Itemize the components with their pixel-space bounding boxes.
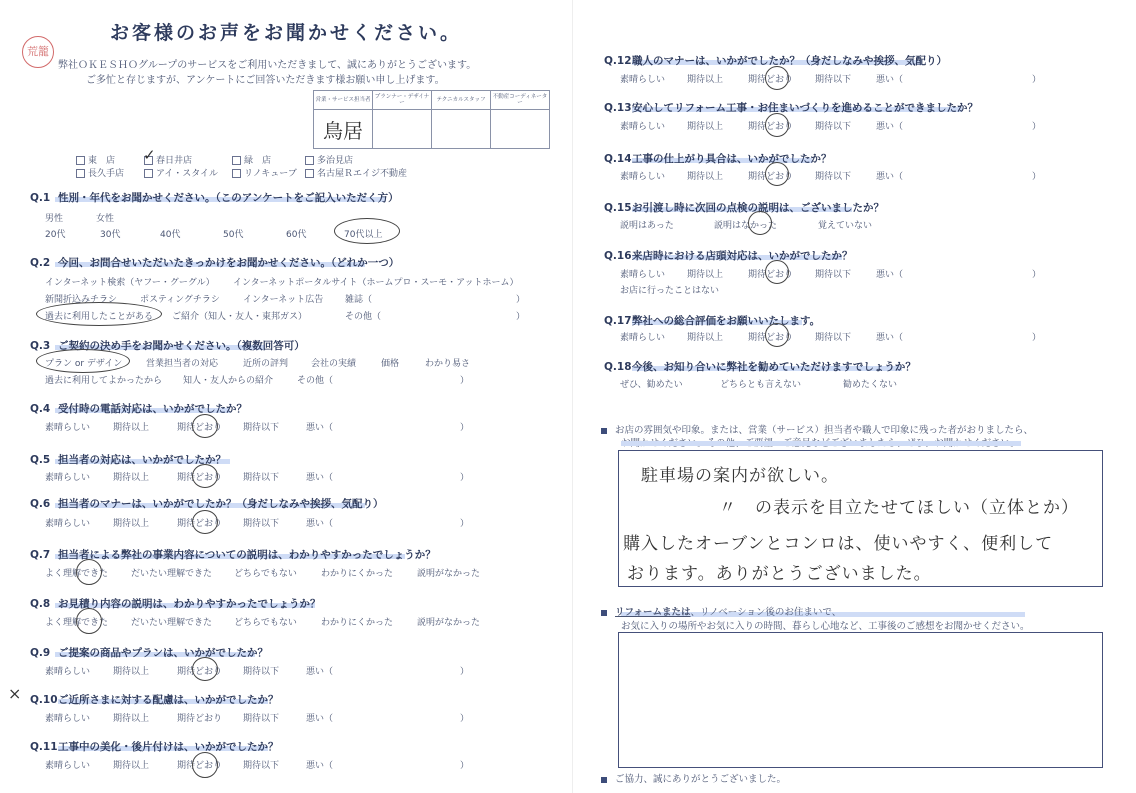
clarity-well[interactable]: よく理解できた [45, 618, 109, 628]
clarity-mostly[interactable]: だいたい理解できた [131, 618, 213, 628]
comment-box-2[interactable] [618, 632, 1103, 768]
answer-circle [192, 752, 218, 778]
rating-below[interactable]: 期待以下 [243, 667, 280, 677]
question-q8: Q.8 お見積り内容の説明は、わかりやすかったでしょうか？ [30, 598, 321, 610]
rating-below[interactable]: 期待以下 [243, 519, 280, 529]
handwritten-line-2: 〃 の表示を目立たせてほしい（立体とか） [719, 498, 1079, 518]
rating-as-expected[interactable]: 期待どおり [177, 761, 223, 771]
checkbox[interactable] [232, 156, 241, 165]
checkbox[interactable] [76, 169, 85, 178]
comment-prompt-1: お店の雰囲気や印象。または、営業（サービス）担当者や職人で印象に残った者がおりましたら、 [601, 422, 1033, 436]
rating-below[interactable]: 期待以下 [815, 172, 852, 182]
store-higashi[interactable]: 東 店 [76, 153, 115, 166]
thanks-note: ご協力、誠にありがとうございました。 [601, 771, 786, 785]
q17-options [572, 330, 1136, 344]
q1-age-50s[interactable]: 50代 [223, 230, 244, 240]
q2-internet-search[interactable]: インターネット検索（ヤフー・グーグル） [45, 278, 215, 288]
q12-options [572, 72, 1136, 86]
q1-female[interactable]: 女性 [96, 214, 115, 224]
q1-age-60s[interactable]: 60代 [286, 230, 307, 240]
clarity-none[interactable]: 説明がなかった [417, 618, 481, 628]
question-q13: Q.13安心してリフォーム工事・お住まいづくりを進めることができましたか？ [604, 102, 978, 114]
rating-above[interactable]: 期待以上 [687, 333, 724, 343]
q6-options [0, 516, 572, 530]
clarity-neutral[interactable]: どちらでもない [234, 618, 297, 628]
answer-circle [36, 349, 130, 373]
question-q7: Q.7 担当者による弊社の事業内容についての説明は、わかりやすかったでしょうか？ [30, 549, 436, 561]
rating-bad-close: ） [1032, 333, 1042, 343]
rating-bad-close: ） [1032, 172, 1042, 182]
store-nagakute[interactable]: 長久手店 [76, 166, 124, 179]
cross-mark-icon: × [8, 684, 22, 703]
q10-options [0, 711, 572, 725]
q1-age-70-plus[interactable]: 70代以上 [344, 230, 383, 240]
rating-bad[interactable]: 悪い（ [876, 333, 904, 343]
comment-prompt-2b: お気に入りの場所やお気に入りの時間、暮らし心地など、工事後のご感想をお聞かせください。 [621, 621, 1030, 632]
answer-circle [748, 211, 772, 235]
rating-excellent[interactable]: 素晴らしい [45, 473, 91, 483]
question-q18: Q.18今後、お知り合いに弊社を勧めていただけますでしょうか？ [604, 361, 916, 373]
rating-as-expected[interactable]: 期待どおり [177, 667, 223, 677]
question-q10: Q.10ご近所さまに対する配慮は、いかがでしたか？ [30, 694, 279, 706]
q11-options [0, 758, 572, 772]
rating-as-expected[interactable]: 期待どおり [177, 473, 223, 483]
q3-friend-referral[interactable]: 知人・友人からの紹介 [183, 376, 274, 386]
rating-bad[interactable]: 悪い（ [306, 667, 334, 677]
rating-above[interactable]: 期待以上 [687, 270, 724, 280]
square-bullet-icon [601, 428, 607, 434]
q14-options [572, 169, 1136, 183]
store-renocube[interactable]: リノキューブ [232, 166, 297, 179]
q1-age-40s[interactable]: 40代 [160, 230, 181, 240]
q13-options [572, 119, 1136, 133]
q2-portal-site[interactable]: インターネットポータルサイト（ホームプロ・スーモ・アットホーム） [233, 278, 519, 288]
question-q14: Q.14工事の仕上がり具合は、いかがでしたか？ [604, 153, 832, 165]
q3-other-close: ） [460, 376, 470, 386]
rating-below[interactable]: 期待以下 [243, 714, 280, 724]
clarity-neutral[interactable]: どちらでもない [234, 569, 297, 579]
rating-below[interactable]: 期待以下 [815, 122, 852, 132]
q15-explained[interactable]: 説明はあった [620, 221, 674, 231]
q1-age-30s[interactable]: 30代 [100, 230, 121, 240]
rating-excellent[interactable]: 素晴らしい [620, 270, 666, 280]
answer-circle [765, 113, 789, 137]
staff-header-planner: プランナー・デザイナー [373, 91, 432, 110]
q3-track-record[interactable]: 会社の実績 [311, 359, 357, 369]
q5-options [0, 470, 572, 484]
q3-past-good[interactable]: 過去に利用してよかったから [45, 376, 163, 386]
q9-options [0, 664, 572, 678]
question-q4: Q.4 受付時の電話対応は、いかがでしたか？ [30, 403, 247, 415]
clarity-none[interactable]: 説明がなかった [417, 569, 481, 579]
seal-stamp: 荒籠 [22, 36, 54, 68]
staff-header-technical: テクニカルスタッフ [432, 91, 491, 110]
rating-as-expected[interactable]: 期待どおり [748, 122, 794, 132]
rating-bad-close: ） [1032, 75, 1042, 85]
rating-as-expected[interactable]: 期待どおり [748, 333, 794, 343]
answer-circle [76, 559, 102, 585]
rating-excellent[interactable]: 素晴らしい [620, 75, 666, 85]
q2-internet-ad[interactable]: インターネット広告 [243, 295, 324, 305]
q4-options [0, 420, 572, 434]
rating-bad[interactable]: 悪い（ [876, 172, 904, 182]
answer-circle [765, 66, 789, 90]
rating-as-expected[interactable]: 期待どおり [748, 75, 794, 85]
rating-bad-close: ） [460, 473, 470, 483]
q3-other[interactable]: その他（ [297, 376, 334, 386]
rating-bad[interactable]: 悪い（ [876, 270, 904, 280]
q18-recommend[interactable]: ぜひ、勧めたい [620, 380, 683, 390]
rating-above[interactable]: 期待以上 [113, 714, 150, 724]
staff-header-realestate: 不動産コーディネーター [491, 91, 550, 110]
rating-as-expected[interactable]: 期待どおり [748, 172, 794, 182]
rating-bad-close: ） [460, 761, 470, 771]
rating-above[interactable]: 期待以上 [687, 75, 724, 85]
q3-clarity[interactable]: わかり易さ [425, 359, 471, 369]
q3-reputation[interactable]: 近所の評判 [243, 359, 289, 369]
rating-below[interactable]: 期待以下 [815, 333, 852, 343]
answer-circle [192, 510, 218, 534]
store-midori[interactable]: 緑 店 [232, 153, 271, 166]
answer-circle [765, 162, 789, 186]
answer-circle [192, 657, 218, 681]
checkbox[interactable] [76, 156, 85, 165]
question-q5: Q.5 担当者の対応は、いかがでしたか？ [30, 454, 226, 466]
comment-prompt-2: リフォームまたは、リノベーション後のお住まいで、 [601, 604, 841, 618]
rating-bad-close: ） [1032, 122, 1042, 132]
rating-bad[interactable]: 悪い（ [876, 75, 904, 85]
q16-never-visited[interactable]: お店に行ったことはない [620, 286, 720, 296]
rating-excellent[interactable]: 素晴らしい [620, 333, 666, 343]
checkbox[interactable] [144, 169, 153, 178]
rating-excellent[interactable]: 素晴らしい [45, 761, 91, 771]
rating-bad[interactable]: 悪い（ [306, 423, 334, 433]
clarity-well[interactable]: よく理解できた [45, 569, 109, 579]
q2-magazine[interactable]: 雑誌（ [345, 295, 373, 305]
q16-options [572, 267, 1136, 281]
staff-header-sales: 営業・サービス担当者 [314, 91, 373, 110]
clarity-unclear[interactable]: わかりにくかった [321, 618, 394, 628]
q2-magazine-close: ） [516, 295, 526, 305]
rating-excellent[interactable]: 素晴らしい [45, 667, 91, 677]
rating-excellent[interactable]: 素晴らしい [620, 172, 666, 182]
rating-bad[interactable]: 悪い（ [306, 761, 334, 771]
store-tajimi[interactable]: 多治見店 [305, 153, 353, 166]
question-q1: Q.1 性別・年代をお聞かせください。（このアンケートをご記入いただく方） [30, 192, 399, 204]
answer-circle [36, 302, 162, 326]
square-bullet-icon [601, 777, 607, 783]
question-q3: Q.3 ご契約の決め手をお聞かせください。（複数回答可） [30, 340, 305, 352]
q3-sales-response[interactable]: 営業担当者の対応 [146, 359, 219, 369]
checkbox[interactable] [305, 169, 314, 178]
checkbox[interactable] [232, 169, 241, 178]
rating-above[interactable]: 期待以上 [687, 172, 724, 182]
rating-as-expected[interactable]: 期待どおり [177, 423, 223, 433]
answer-circle [192, 414, 218, 438]
answer-circle [192, 464, 218, 488]
intro-line-2: ご多忙と存じますが、アンケートにご回答いただきます様お願い申し上げます。 [86, 75, 445, 86]
q2-other-close: ） [516, 312, 526, 322]
handwritten-line-4: おります。ありがとうございました。 [627, 564, 932, 584]
question-q16: Q.16来店時における店頭対応は、いかがでしたか？ [604, 250, 853, 262]
question-q12: Q.12職人のマナーは、いかがでしたか？（身だしなみや挨拶、気配り） [604, 55, 947, 67]
rating-bad-close: ） [460, 423, 470, 433]
q2-past-use[interactable]: 過去に利用したことがある [45, 312, 154, 322]
handwritten-line-1: 駐車場の案内が欲しい。 [641, 466, 839, 486]
question-q17: Q.17弊社への総合評価をお願いいたします。 [604, 315, 821, 327]
rating-as-expected[interactable]: 期待どおり [177, 714, 223, 724]
handwritten-line-3: 購入したオーブンとコンロは、使いやすく、便利して [623, 534, 1054, 554]
comment-box-1[interactable] [618, 450, 1103, 587]
rating-bad-close: ） [1032, 270, 1042, 280]
rating-excellent[interactable]: 素晴らしい [45, 519, 91, 529]
store-nagoya-r-age[interactable]: 名古屋Ｒエイジ不動産 [305, 166, 407, 179]
question-q9: Q.9 ご提案の商品やプランは、いかがでしたか？ [30, 647, 268, 659]
page-title: お客様のお声をお聞かせください。 [110, 22, 463, 44]
question-q6: Q.6 担当者のマナーは、いかがでしたか？（身だしなみや挨拶、気配り） [30, 498, 384, 510]
rating-below[interactable]: 期待以下 [815, 270, 852, 280]
square-bullet-icon [601, 610, 607, 616]
rating-excellent[interactable]: 素晴らしい [620, 122, 666, 132]
q15-not-explained[interactable]: 説明はなかった [714, 221, 778, 231]
intro-line-1: 弊社ＯＫＥＳＨＯグループのサービスをご利用いただきまして、誠にありがとうございます。 [58, 60, 477, 71]
q3-price[interactable]: 価格 [381, 359, 400, 369]
rating-below[interactable]: 期待以下 [243, 761, 280, 771]
rating-above[interactable]: 期待以上 [113, 667, 150, 677]
q2-other[interactable]: その他（ [345, 312, 382, 322]
rating-as-expected[interactable]: 期待どおり [748, 270, 794, 280]
rating-as-expected[interactable]: 期待どおり [177, 519, 223, 529]
q1-male[interactable]: 男性 [45, 214, 64, 224]
question-q15: Q.15お引渡し時に次回の点検の説明は、ございましたか？ [604, 202, 884, 214]
q2-posting-flyer[interactable]: ポスティングチラシ [140, 295, 220, 305]
check-mark-icon: ✓ [143, 146, 156, 164]
store-kasugai[interactable]: 春日井店 [144, 153, 192, 166]
store-checkboxes [0, 0, 572, 200]
rating-bad[interactable]: 悪い（ [876, 122, 904, 132]
rating-above[interactable]: 期待以上 [113, 761, 150, 771]
rating-above[interactable]: 期待以上 [687, 122, 724, 132]
rating-excellent[interactable]: 素晴らしい [45, 423, 91, 433]
answer-circle [765, 323, 789, 347]
clarity-mostly[interactable]: だいたい理解できた [131, 569, 213, 579]
rating-bad[interactable]: 悪い（ [306, 519, 334, 529]
q2-referral[interactable]: ご紹介（知人・友人・東邦ガス） [172, 312, 308, 322]
rating-excellent[interactable]: 素晴らしい [45, 714, 91, 724]
sales-name-text: 鳥居 [323, 118, 363, 143]
rating-below[interactable]: 期待以下 [815, 75, 852, 85]
question-q11: Q.11工事中の美化・後片付けは、いかがでしたか？ [30, 741, 279, 753]
q18-neutral[interactable]: どちらとも言えない [720, 380, 802, 390]
answer-circle [765, 260, 789, 284]
rating-bad-close: ） [460, 667, 470, 677]
q3-plan-design[interactable]: プラン or デザイン [45, 359, 123, 369]
rating-bad[interactable]: 悪い（ [306, 473, 334, 483]
rating-below[interactable]: 期待以下 [243, 423, 280, 433]
rating-bad-close: ） [460, 519, 470, 529]
rating-above[interactable]: 期待以上 [113, 473, 150, 483]
q15-dont-remember[interactable]: 覚えていない [818, 221, 873, 231]
clarity-unclear[interactable]: わかりにくかった [321, 569, 394, 579]
checkbox[interactable] [305, 156, 314, 165]
rating-above[interactable]: 期待以上 [113, 519, 150, 529]
rating-bad-close: ） [460, 714, 470, 724]
rating-above[interactable]: 期待以上 [113, 423, 150, 433]
q1-age-20s[interactable]: 20代 [45, 230, 66, 240]
rating-below[interactable]: 期待以下 [243, 473, 280, 483]
question-q2: Q.2 今回、お問合せいただいたきっかけをお聞かせください。（どれか一つ） [30, 257, 400, 269]
rating-bad[interactable]: 悪い（ [306, 714, 334, 724]
q18-not-recommend[interactable]: 勧めたくない [843, 380, 898, 390]
answer-circle [76, 608, 102, 634]
q2-newspaper-flyer[interactable]: 新聞折込みチラシ [45, 295, 118, 305]
store-istyle[interactable]: アイ・スタイル [144, 166, 218, 179]
answer-circle [334, 218, 400, 244]
